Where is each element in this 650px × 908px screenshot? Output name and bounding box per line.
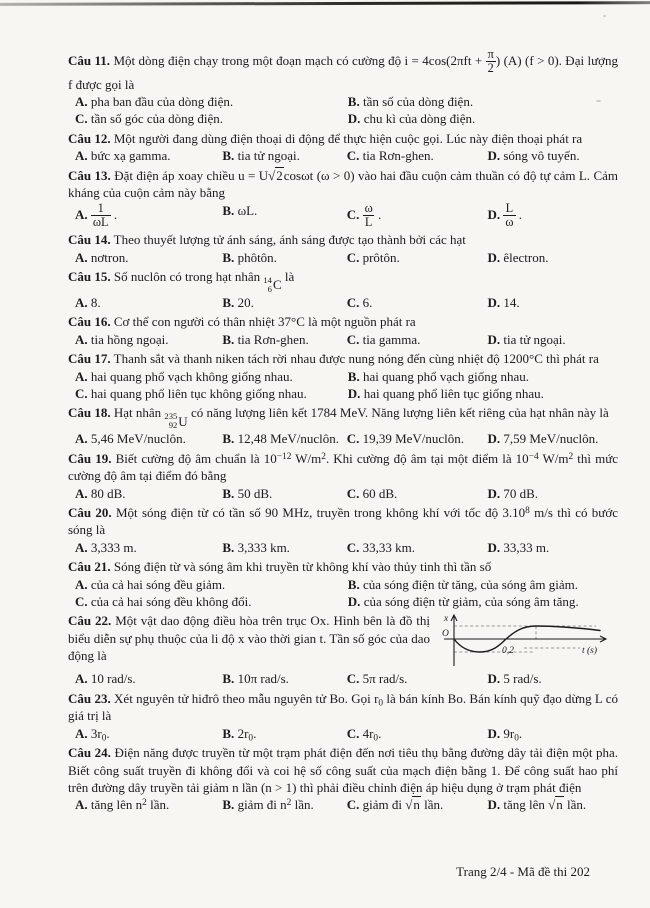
options-row: [68, 485, 618, 502]
graph-y-axis-label: x: [444, 614, 449, 625]
option-letter: B.: [222, 249, 235, 265]
option-letter: B.: [222, 294, 235, 310]
options-row: [68, 576, 618, 611]
option-A: A. tăng lên $n^2$ lần.: [75, 797, 170, 813]
option-C: C. hai quang phổ liên tục không giống nhau.: [75, 386, 307, 401]
question-11: [68, 48, 618, 128]
question-21: [68, 558, 618, 610]
question-number: Câu 12.: [68, 130, 111, 146]
option-letter: D.: [487, 671, 501, 687]
option-D: D. êlectron.: [487, 249, 549, 265]
option-C: C. 19,39 MeV/nuclôn.: [346, 431, 465, 447]
option-A: A. nơtron.: [75, 249, 129, 265]
option-B: B. phôtôn.: [222, 249, 277, 265]
scan-speck: [603, 15, 606, 17]
option-letter: D.: [347, 111, 361, 127]
option-letter: B.: [347, 368, 360, 384]
option-letter: B.: [347, 94, 360, 110]
footer-text: Trang 2/4 - Mã đề thi 202: [456, 863, 590, 879]
option-letter: C.: [346, 331, 360, 347]
question-text: Câu 17. Thanh sắt và thanh niken tách rời nhau được nung nóng đến cùng nhiệt độ 1200°C thì phát ra: [68, 351, 599, 367]
fraction: $\frac{\pi}{2}$: [487, 47, 494, 76]
option-D: D. 70 dB.: [487, 485, 539, 501]
fraction: $\frac{L}{\omega}$: [505, 200, 514, 229]
question-19: [68, 450, 618, 502]
option-D: D. 33,33 m.: [487, 539, 550, 555]
option-letter: A.: [75, 797, 88, 813]
option-letter: B.: [222, 148, 235, 164]
question-15: [68, 268, 618, 311]
question-text: Câu 21. Sóng điện từ và sóng âm khi truyền từ không khí vào thủy tinh thì tần số: [68, 559, 492, 575]
option-letter: B.: [222, 725, 235, 741]
question-number: Câu 17.: [68, 351, 111, 367]
option-letter: B.: [222, 671, 235, 687]
question-text: Câu 24. Điện năng được truyền từ một trạm phát điện đến nơi tiêu thụ bằng đường dây tải điện một pha. Biết công suất truyền đi không đổi và coi hệ số công suất của mạch điện bằng 1. Để công suất hao phí trên đường dây truyền tải giảm n lần (n > 1) thì phải điều chỉnh điện áp hiệu dụng ở trạm phát điện: [68, 745, 618, 795]
option-letter: C.: [346, 431, 360, 447]
options-row: [68, 430, 618, 447]
options-row: [68, 539, 618, 556]
option-letter: D.: [487, 539, 501, 555]
question-number: Câu 16.: [68, 314, 111, 330]
option-letter: A.: [75, 671, 88, 687]
question-number: Câu 14.: [68, 232, 111, 248]
question-text: Câu 15. Số nuclôn có trong hạt nhân 14 6 C là: [68, 268, 295, 294]
question-18: [68, 404, 618, 447]
option-A: A. hai quang phổ vạch không giống nhau.: [75, 368, 293, 384]
option-C: C. $4r_0$.: [346, 725, 382, 744]
option-letter: C.: [346, 797, 360, 813]
option-B: B. tia Rơn-ghen.: [222, 331, 309, 347]
option-letter: A.: [75, 539, 88, 555]
option-C: C. 6.: [346, 294, 373, 310]
question-24: [68, 744, 618, 814]
graph-x-axis-label: t (s): [582, 646, 598, 657]
option-C: C. tia gamma.: [346, 331, 421, 347]
options-row: [68, 294, 618, 311]
question-text: Câu 22. Một vật dao động điều hòa trên trục Ox. Hình bên là đồ thị biểu diễn sự phụ thuộc của li độ x vào thời gian t. Tần số góc của dao động là: [68, 613, 431, 664]
question-number: Câu 23.: [68, 690, 111, 706]
question-number: Câu 18.: [68, 405, 111, 421]
option-letter: A.: [75, 368, 88, 384]
option-letter: D.: [487, 294, 501, 310]
option-A: A. 10 rad/s.: [75, 671, 136, 687]
options-row: [68, 670, 618, 687]
nuclide-notation: 14 6 C: [263, 274, 282, 294]
question-17: [68, 350, 618, 402]
option-letter: C.: [346, 249, 360, 265]
option-D: D. $9r_0$.: [487, 725, 523, 744]
option-letter: C.: [346, 294, 360, 310]
graph-origin-label: O: [442, 629, 449, 640]
option-C: C. 60 dB.: [346, 485, 398, 501]
option-B: B. 10π rad/s.: [222, 671, 289, 687]
option-letter: B.: [222, 539, 235, 555]
option-B: B. giảm đi $n^2$ lần.: [222, 797, 314, 813]
question-text: Câu 18. Hạt nhân 235 92 U có năng lượng liên kết 1784 MeV. Năng lượng liên kết riêng của hạt nhân này là: [68, 405, 609, 431]
option-D: D. 7,59 MeV/nuclôn.: [487, 431, 599, 447]
option-letter: A.: [75, 206, 88, 222]
option-B: B. hai quang phổ vạch giống nhau.: [347, 368, 530, 384]
question-23: [68, 690, 618, 742]
option-letter: B.: [222, 202, 235, 218]
option-letter: D.: [487, 485, 501, 501]
option-B: B. của sóng điện từ tăng, của sóng âm giảm.: [347, 576, 578, 592]
question-list: [68, 46, 618, 814]
option-letter: C.: [75, 111, 88, 127]
question-14: [68, 231, 618, 266]
option-D: D. 14.: [487, 294, 520, 310]
square-root: √n: [548, 797, 563, 813]
option-D: D. $\frac{L}{\omega}$ .: [487, 200, 522, 229]
option-C: C. tần số góc của dòng điện.: [75, 111, 224, 127]
option-letter: C.: [346, 148, 360, 164]
option-D: D. tia tử ngoại.: [487, 331, 566, 347]
square-root: √n: [405, 797, 420, 813]
options-row: [68, 331, 618, 348]
option-C: C. giảm đi √n lần.: [346, 797, 444, 813]
nuclide-notation: 235 92 U: [164, 411, 188, 431]
option-letter: A.: [75, 725, 88, 741]
page-footer: [456, 863, 590, 880]
option-letter: A.: [75, 94, 88, 110]
question-number: Câu 11.: [68, 52, 111, 68]
option-A: A. 3,333 m.: [75, 539, 137, 555]
options-row: [68, 725, 618, 742]
question-text: Câu 12. Một người đang dùng điện thoại di động để thực hiện cuộc gọi. Lúc này điện thoại phát ra: [68, 130, 583, 146]
option-letter: C.: [346, 539, 360, 555]
option-C: C. 33,33 km.: [346, 539, 415, 555]
option-letter: C.: [346, 671, 360, 687]
question-number: Câu 15.: [68, 268, 111, 284]
question-number: Câu 24.: [68, 745, 111, 761]
option-letter: D.: [487, 725, 501, 741]
options-row: [68, 368, 618, 403]
question-text: Câu 20. Một sóng điện từ có tần số 90 MHz, truyền trong không khí với tốc độ 3.10$^8$ m/s thì có bước sóng là: [68, 505, 619, 538]
option-letter: B.: [222, 485, 235, 501]
option-letter: C.: [75, 386, 88, 401]
options-row: [68, 202, 618, 230]
options-row: [68, 249, 618, 266]
option-D: D. hai quang phổ liên tục giống nhau.: [347, 386, 544, 401]
option-B: B. 3,333 km.: [222, 539, 290, 555]
question-text: Câu 23. Xét nguyên tử hiđrô theo mẫu nguyên tử Bo. Gọi $r_0$ là bán kính Bo. Bán kính quỹ đạo dừng L có giá trị là: [68, 690, 618, 724]
option-letter: D.: [347, 386, 361, 401]
option-B: B. tần số của dòng điện.: [347, 94, 474, 110]
option-letter: A.: [75, 485, 88, 501]
option-letter: D.: [487, 148, 501, 164]
option-A: A. 5,46 MeV/nuclôn.: [75, 431, 186, 447]
option-letter: A.: [75, 431, 88, 447]
question-number: Câu 19.: [68, 450, 112, 466]
question-16: [68, 313, 618, 348]
option-letter: A.: [75, 148, 88, 164]
option-A: A. bức xạ gamma.: [75, 148, 171, 164]
options-row: [68, 796, 618, 813]
option-letter: B.: [222, 797, 235, 813]
option-B: B. ωL.: [222, 202, 258, 218]
fraction: $\frac{\omega}{L}$: [364, 200, 373, 229]
option-D: D. sóng vô tuyến.: [487, 148, 580, 164]
options-row: [68, 147, 618, 164]
option-A: A. $3r_0$.: [75, 725, 110, 744]
option-letter: C.: [75, 594, 88, 610]
option-A: A. của cả hai sóng đều giảm.: [75, 576, 226, 592]
option-letter: A.: [75, 294, 88, 310]
option-A: A. $\frac{1}{\omega L}$ .: [75, 200, 118, 229]
option-letter: D.: [487, 249, 501, 265]
option-letter: D.: [487, 797, 501, 813]
question-12: [68, 130, 618, 165]
option-letter: D.: [347, 594, 361, 610]
option-C: C. 5π rad/s.: [346, 671, 408, 687]
option-B: B. tia tử ngoại.: [222, 148, 300, 164]
question-text: Câu 11. Một dòng điện chạy trong một đoạn mạch có cường độ i = 4cos(2πft + $\frac{\pi}{2}$ ) (A) (f > 0). Đại lượng f được gọi là: [68, 47, 619, 92]
option-B: B. 12,48 MeV/nuclôn.: [222, 431, 340, 447]
option-A: A. 8.: [75, 294, 101, 310]
graph-tick-label: 0,2: [502, 646, 514, 657]
question-number: Câu 13.: [68, 167, 111, 183]
question-number: Câu 20.: [68, 505, 112, 521]
option-D: D. tăng lên √n lần.: [487, 797, 587, 813]
option-letter: C.: [346, 725, 360, 741]
option-C: C. tia Rơn-ghen.: [346, 148, 434, 164]
option-letter: C.: [346, 485, 360, 501]
option-B: B. 50 dB.: [222, 485, 273, 501]
options-row: [68, 93, 618, 128]
option-letter: B.: [347, 576, 360, 592]
question-text: Câu 13. Đặt điện áp xoay chiều u = U√2cosωt (ω > 0) vào hai đầu cuộn cảm thuần có độ tự cảm L. Cảm kháng của cuộn cảm này bằng: [68, 167, 619, 201]
option-C: C. $\frac{\omega}{L}$ .: [346, 200, 382, 229]
question-20: [68, 504, 618, 556]
option-letter: A.: [75, 331, 88, 347]
option-letter: B.: [222, 331, 235, 347]
question-13: [68, 167, 618, 229]
option-B: B. 20.: [222, 294, 254, 310]
question-text: Câu 19. Biết cường độ âm chuẩn là $10^{-12}$ $W/m^2$. Khi cường độ âm tại một điểm là $10^{-4}$ $W/m^2$ thì mức cường độ âm tại điểm đó bằng: [68, 450, 619, 484]
scan-artifact-line: [0, 1, 650, 6]
displacement-time-graph: [438, 612, 618, 670]
question-text: Câu 14. Theo thuyết lượng tử ánh sáng, ánh sáng được tạo thành bởi các hạt: [68, 232, 466, 248]
question-22: [68, 612, 618, 687]
option-letter: A.: [75, 576, 88, 592]
option-C: C. prôtôn.: [346, 249, 400, 265]
option-C: C. của cả hai sóng đều không đổi.: [75, 594, 252, 610]
option-A: A. tia hồng ngoại.: [75, 331, 169, 347]
option-letter: C.: [346, 206, 360, 222]
square-root: √2: [268, 167, 283, 183]
option-letter: D.: [487, 331, 501, 347]
option-B: B. $2r_0$.: [222, 725, 257, 744]
option-A: A. 80 dB.: [75, 485, 126, 501]
option-letter: D.: [487, 206, 501, 222]
question-number: Câu 21.: [68, 559, 111, 575]
option-D: D. 5 rad/s.: [487, 671, 542, 687]
question-number: Câu 22.: [68, 613, 112, 629]
option-letter: B.: [222, 431, 235, 447]
option-A: A. pha ban đầu của dòng điện.: [75, 94, 234, 110]
option-letter: A.: [75, 249, 88, 265]
option-D: D. chu kì của dòng điện.: [347, 111, 476, 127]
option-D: D. của sóng điện từ giảm, của sóng âm tăng.: [347, 594, 579, 610]
fraction: $\frac{1}{\omega L}$: [92, 200, 109, 229]
option-letter: D.: [487, 431, 501, 447]
question-text: Câu 16. Cơ thể con người có thân nhiệt 37°C là một nguồn phát ra: [68, 314, 416, 330]
